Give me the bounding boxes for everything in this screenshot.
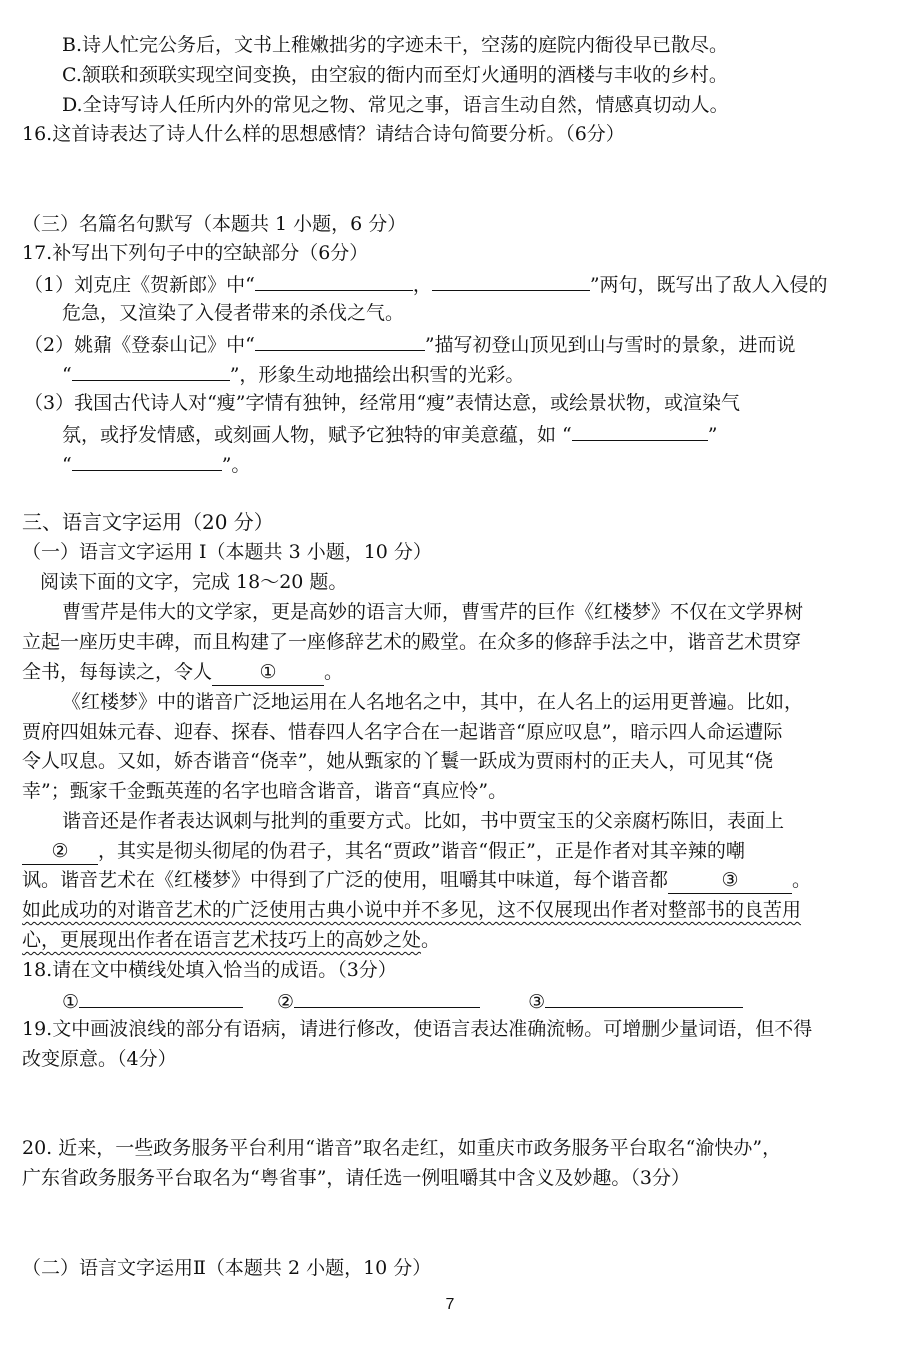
passage-p3-line2 (22, 838, 745, 864)
wavy-sentence-part1: 如此成功的对谐音艺术的广泛使用古典小说中并不多见，这不仅展现出作者对整部书的良苦用 (22, 899, 802, 921)
q18-answer-2-blank[interactable] (294, 987, 480, 1008)
passage-p1-line2: 立起一座历史丰碑，而且构建了一座修辞艺术的殿堂。在众多的修辞手法之中，谐音艺术贯穿 (22, 631, 802, 653)
passage-p1-line3 (22, 659, 343, 685)
q17-item-1 (24, 270, 828, 296)
q17-question: 17.补写出下列句子中的空缺部分（6分） (22, 242, 369, 264)
q18-answer-1-blank[interactable] (79, 987, 243, 1008)
q17-3-text-d: “ (62, 454, 72, 476)
passage-p1-line3-text: 全书，每每读之，令人 (22, 661, 213, 683)
passage-p3-line2-text: ，其实是彻头彻尾的伪君子，其名“贾政”谐音“假正”，正是作者对其辛辣的嘲 (98, 840, 745, 862)
wavy-sentence-part2: 心，更展现出作者在语言艺术技巧上的高妙之处 (22, 929, 422, 951)
page-number: 7 (445, 1296, 455, 1313)
q18-answer-3-blank[interactable] (545, 987, 743, 1008)
wavy-sentence-end: 。 (421, 929, 441, 951)
q17-1-text-c: ”两句，既写出了敌人入侵的 (589, 274, 828, 296)
q17-3-text-e: ”。 (221, 454, 251, 476)
blank-1[interactable]: ① (212, 659, 324, 686)
q17-item-3: （3）我国古代诗人对“瘦”字情有独钟，经常用“瘦”表情达意，或绘景状物，或渲染气 (24, 392, 740, 414)
q17-2-text-c: “ (62, 364, 72, 386)
q15-option-c: C.颔联和颈联实现空间变换，由空寂的衙内而至灯火通明的酒楼与丰收的乡村。 (62, 64, 728, 86)
wavy-sentence-line1 (22, 897, 801, 923)
passage-p1-line3-end: 。 (324, 661, 344, 683)
q17-3-blank-a[interactable] (572, 420, 708, 441)
subsection-heading-2: （二）语言文字运用Ⅱ（本题共 2 小题，10 分） (22, 1257, 432, 1279)
q17-2-blank-b[interactable] (72, 360, 230, 381)
blank-2[interactable]: ② (22, 838, 98, 865)
q17-1-text-b: ， (412, 274, 432, 296)
q17-3-blank-b[interactable] (72, 450, 222, 471)
q17-item-2 (24, 330, 796, 356)
q17-item-3-cont (62, 420, 717, 446)
q18-answer-2-label: ② (277, 991, 295, 1013)
passage-p1-line1: 曹雪芹是伟大的文学家，更是高妙的语言大师，曹雪芹的巨作《红楼梦》不仅在文学界树 (62, 601, 804, 623)
q17-2-text-a: （2）姚鼐《登泰山记》中“ (24, 334, 255, 356)
q17-3-text-c: ” (707, 424, 718, 446)
q18-answer-1-label: ① (62, 991, 80, 1013)
q17-1-blank-b[interactable] (432, 270, 590, 291)
blank-3[interactable]: ③ (668, 867, 792, 894)
q20-question-line1: 20. 近来，一些政务服务平台利用“谐音”取名走红，如重庆市政务服务平台取名“渝快办”， (22, 1137, 782, 1159)
passage-p2-line2: 贾府四姐妹元春、迎春、探春、惜春四人名字合在一起谐音“原应叹息”，暗示四人命运遭际 (22, 721, 783, 743)
section-heading-recitation: （三）名篇名句默写（本题共 1 小题，6 分） (22, 213, 407, 235)
q17-item-1-cont: 危急，又渲染了入侵者带来的杀伐之气。 (62, 302, 405, 324)
q17-1-text-a: （1）刘克庄《贺新郎》中“ (24, 274, 255, 296)
q18-question: 18.请在文中横线处填入恰当的成语。（3分） (22, 959, 397, 981)
q17-2-text-b: ”描写初登山顶见到山与雪时的景象，进而说 (424, 334, 796, 356)
q17-item-2-cont (62, 360, 524, 386)
subsection-heading-1: （一）语言文字运用 Ⅰ（本题共 3 小题，10 分） (22, 541, 432, 563)
q19-question-line2: 改变原意。（4分） (22, 1048, 177, 1070)
q17-item-3-cont2 (62, 450, 250, 476)
q17-2-text-d: ”，形象生动地描绘出积雪的光彩。 (229, 364, 525, 386)
q15-option-b: B.诗人忙完公务后，文书上稚嫩拙劣的字迹未干，空荡的庭院内衙役早已散尽。 (62, 34, 729, 56)
q17-2-blank-a[interactable] (255, 330, 425, 351)
passage-p3-line3 (22, 867, 811, 893)
q18-answer-3-label: ③ (528, 991, 546, 1013)
passage-p3-line1: 谐音还是作者表达讽刺与批判的重要方式。比如，书中贾宝玉的父亲腐朽陈旧，表面上 (62, 810, 785, 832)
passage-p2-line3: 令人叹息。又如，娇杏谐音“侥幸”，她从甄家的丫鬟一跃成为贾雨村的正夫人，可见其“侥 (22, 750, 774, 772)
q16-question: 16.这首诗表达了诗人什么样的思想感情？请结合诗句简要分析。（6分） (22, 123, 625, 145)
part-heading-language-use: 三、语言文字运用（20 分） (22, 510, 274, 534)
q17-3-text-b: 氛，或抒发情感，或刻画人物，赋予它独特的审美意蕴，如 “ (62, 424, 572, 446)
passage-p2-line1: 《红楼梦》中的谐音广泛地运用在人名地名之中，其中，在人名上的运用更普遍。比如， (62, 691, 804, 713)
q15-option-d: D.全诗写诗人任所内外的常见之物、常见之事，语言生动自然，情感真切动人。 (62, 94, 729, 116)
reading-instructions: 阅读下面的文字，完成 18～20 题。 (40, 571, 348, 593)
passage-p3-line3-text: 讽。谐音艺术在《红楼梦》中得到了广泛的使用，咀嚼其中味道，每个谐音都 (22, 869, 669, 891)
q18-answer-row (62, 987, 743, 1013)
passage-p2-line4: 幸”；甄家千金甄英莲的名字也暗含谐音，谐音“真应怜”。 (22, 780, 508, 802)
wavy-sentence-line2 (22, 927, 440, 953)
q19-question-line1: 19.文中画波浪线的部分有语病，请进行修改，使语言表达准确流畅。可增删少量词语，但不得 (22, 1018, 813, 1040)
q20-question-line2: 广东省政务服务平台取名为“粤省事”，请任选一例咀嚼其中含义及妙趣。（3分） (22, 1167, 691, 1189)
passage-p3-line3-end: 。 (792, 869, 812, 891)
q17-1-blank-a[interactable] (255, 270, 413, 291)
